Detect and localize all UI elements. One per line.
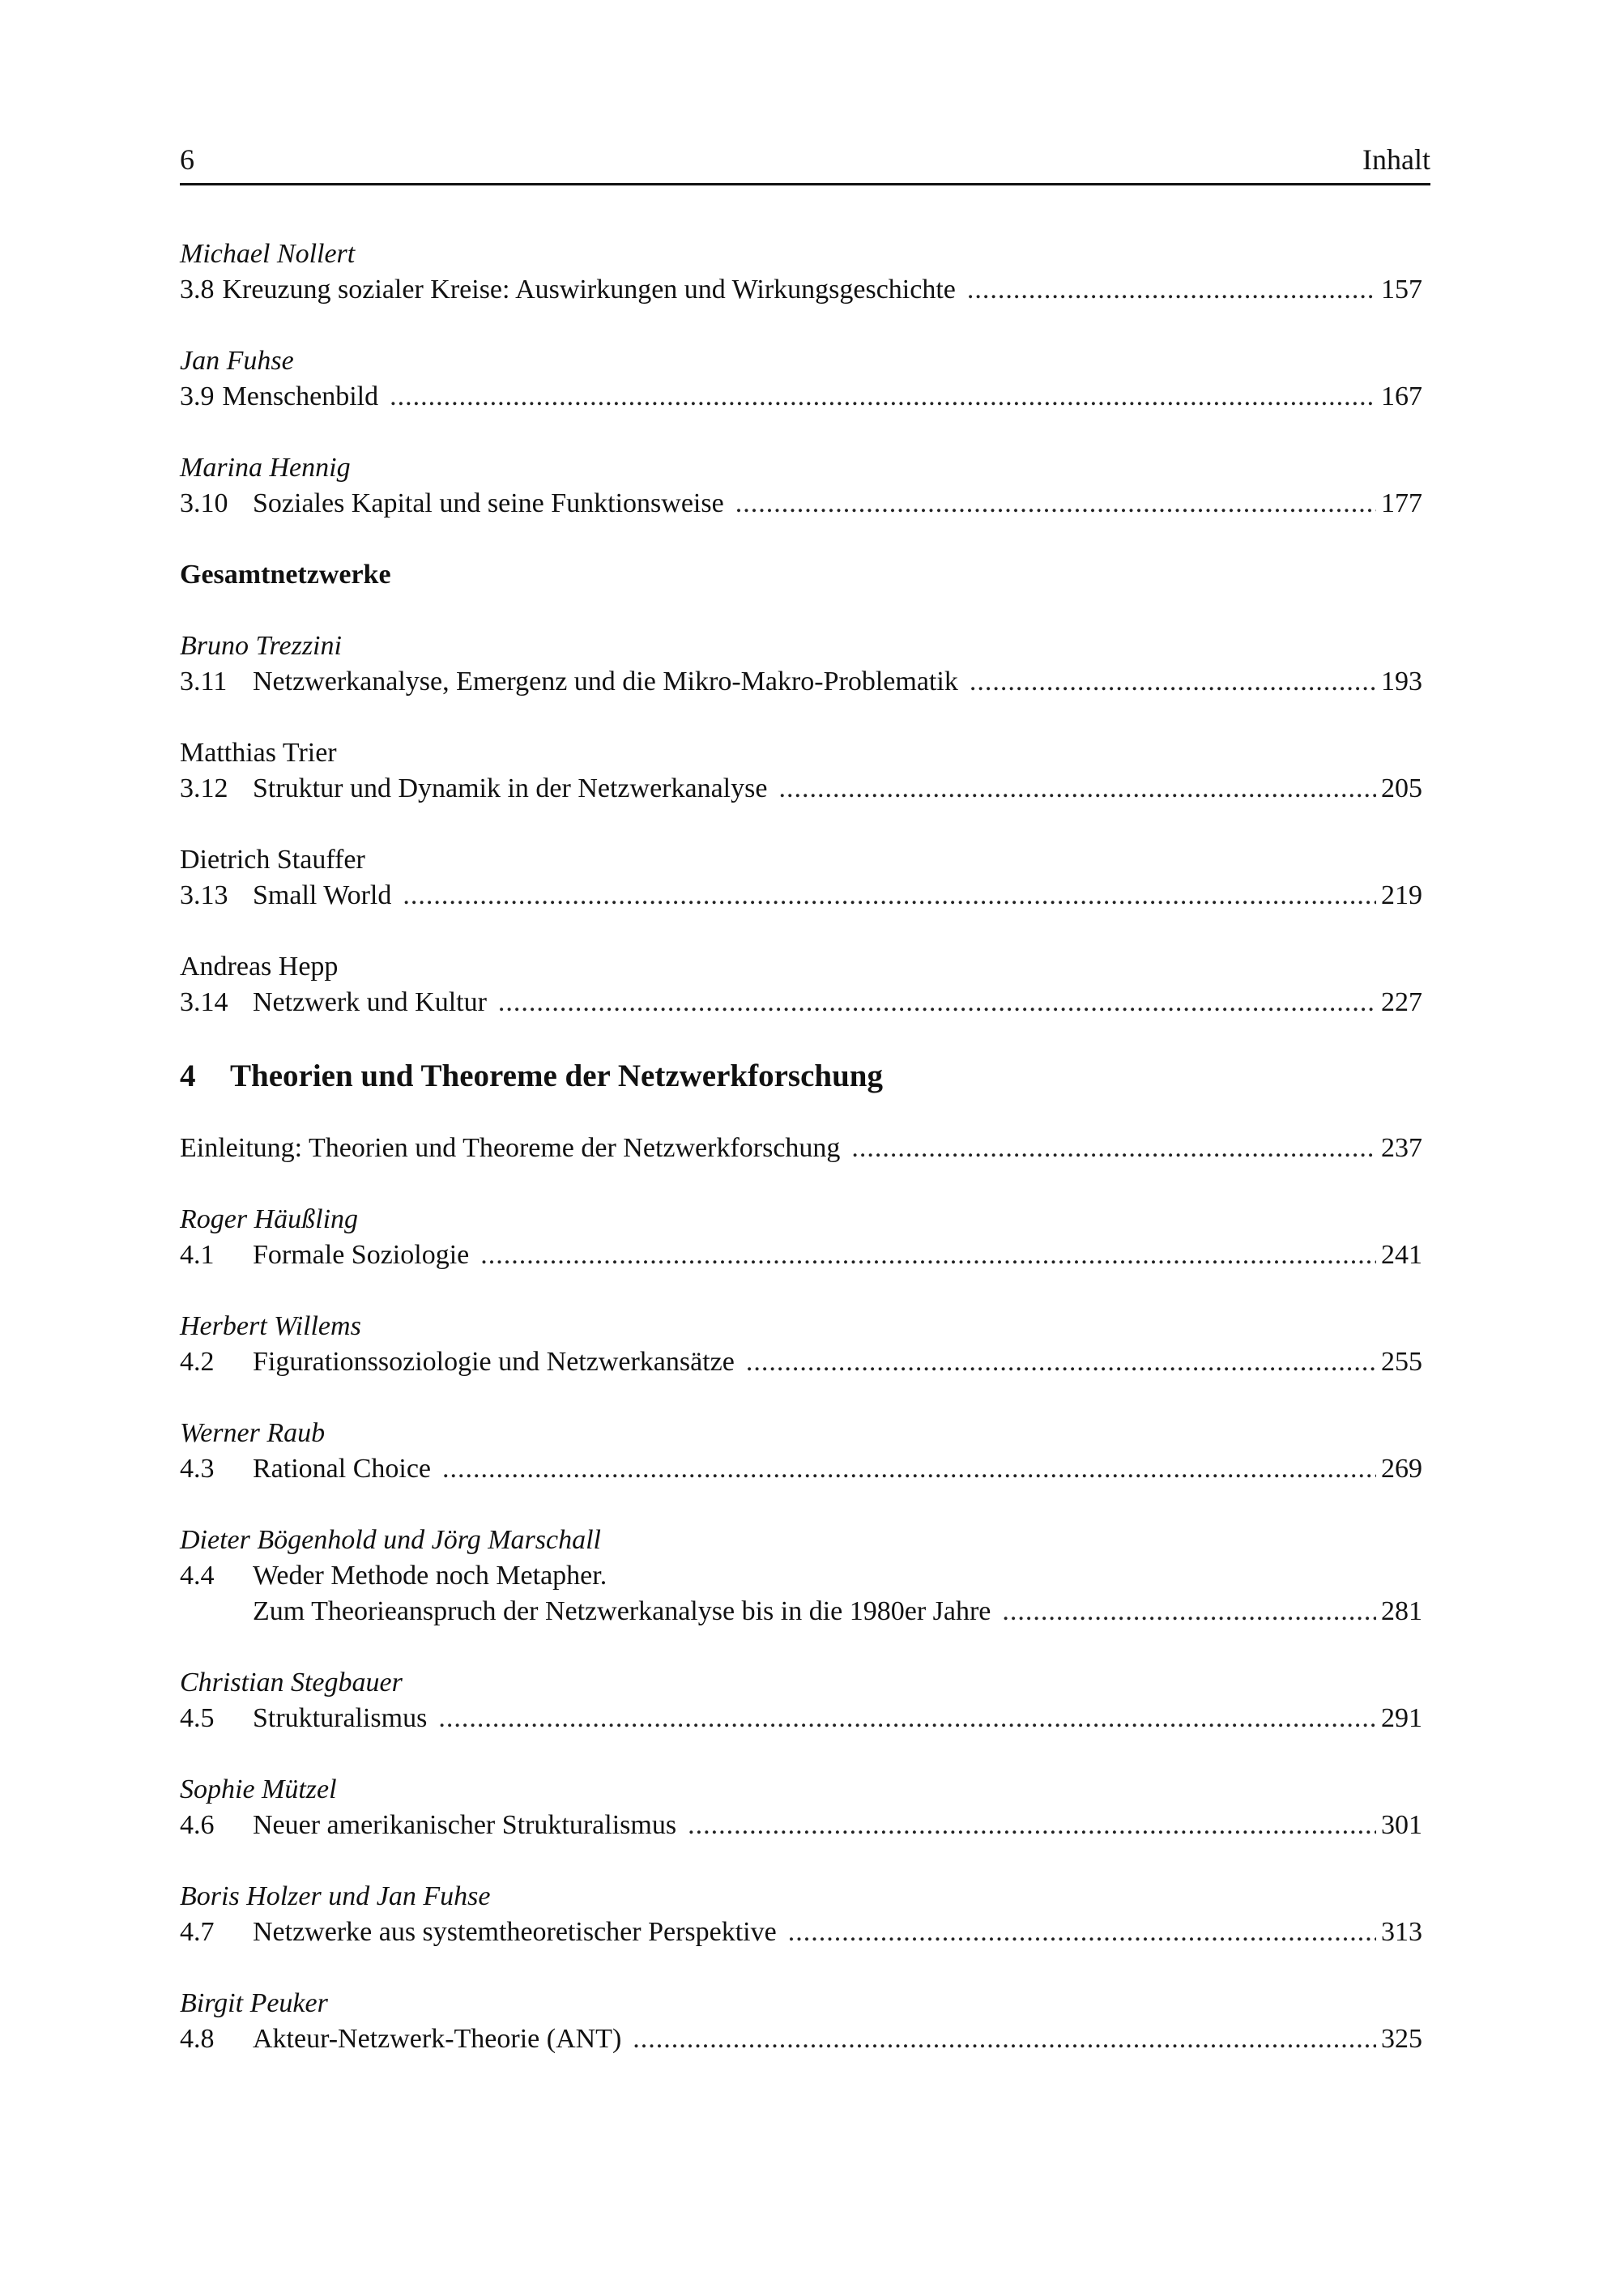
section-heading: Gesamtnetzwerke <box>180 560 391 590</box>
entry-title: Weder Methode noch Metapher. <box>253 1561 607 1591</box>
entry-author: Herbert Willems <box>180 1311 361 1341</box>
page-header <box>180 143 1430 185</box>
page-number: 6 <box>180 143 194 176</box>
entry-author: Matthias Trier <box>180 738 337 768</box>
entry-author: Andreas Hepp <box>180 952 339 982</box>
entry-author: Christian Stegbauer <box>180 1668 403 1698</box>
entry-title: Netzwerkanalyse, Emergenz und die Mikro-Makro-Problematik <box>253 667 958 696</box>
entry-page: 301 <box>1381 1810 1422 1840</box>
entry-author: Werner Raub <box>180 1418 326 1448</box>
running-title: Inhalt <box>1362 143 1430 176</box>
entry-author: Roger Häußling <box>180 1204 359 1234</box>
toc-entry-introduction[interactable] <box>180 1131 1422 1166</box>
entry-number: 3.11 <box>180 667 228 696</box>
entry-number: 3.9 <box>180 381 215 411</box>
toc-entry[interactable] <box>180 1416 1422 1487</box>
entry-number: 4.2 <box>180 1347 215 1377</box>
entry-title: Strukturalismus <box>253 1703 428 1733</box>
dot-leader <box>498 985 1376 1020</box>
entry-author: Boris Holzer und Jan Fuhse <box>180 1881 491 1911</box>
entry-title: Einleitung: Theorien und Theoreme der Netzwerkforschung <box>180 1133 841 1163</box>
entry-author: Dieter Bögenhold und Jörg Marschall <box>180 1525 601 1555</box>
entry-title: Netzwerke aus systemtheoretischer Perspektive <box>253 1917 777 1947</box>
toc-entry[interactable] <box>180 1665 1422 1736</box>
entry-author: Sophie Mützel <box>180 1774 337 1804</box>
entry-page: 193 <box>1381 667 1422 696</box>
dot-leader <box>735 486 1376 522</box>
toc-entry[interactable] <box>180 1986 1422 2057</box>
dot-leader <box>390 379 1376 415</box>
entry-page: 205 <box>1381 773 1422 803</box>
entry-page: 313 <box>1381 1917 1422 1947</box>
chapter-heading <box>180 1056 1422 1097</box>
entry-number: 3.8 <box>180 275 215 305</box>
entry-title: Netzwerk und Kultur <box>253 987 487 1017</box>
dot-leader <box>442 1451 1376 1487</box>
entry-number: 4.4 <box>180 1561 215 1591</box>
entry-number: 3.13 <box>180 880 228 910</box>
entry-title: Akteur-Netzwerk-Theorie (ANT) <box>253 2024 622 2054</box>
entry-author: Marina Hennig <box>180 453 351 483</box>
dot-leader <box>633 2021 1376 2057</box>
entry-author: Birgit Peuker <box>180 1988 328 2018</box>
entry-author: Dietrich Stauffer <box>180 845 365 875</box>
entry-page: 177 <box>1381 488 1422 518</box>
entry-page: 157 <box>1381 275 1422 305</box>
toc-entry[interactable] <box>180 343 1422 415</box>
toc-entry[interactable] <box>180 236 1422 308</box>
toc-entry[interactable] <box>180 1772 1422 1843</box>
dot-leader <box>688 1808 1376 1843</box>
entry-page: 241 <box>1381 1240 1422 1270</box>
dot-leader <box>778 771 1376 807</box>
chapter-title: Theorien und Theoreme der Netzwerkforschung <box>230 1059 883 1093</box>
entry-title: Neuer amerikanischer Strukturalismus <box>253 1810 677 1840</box>
toc-entry[interactable] <box>180 1879 1422 1950</box>
dot-leader <box>967 272 1376 308</box>
entry-number: 4.5 <box>180 1703 215 1733</box>
entry-author: Jan Fuhse <box>180 346 294 376</box>
toc-entry[interactable] <box>180 450 1422 522</box>
entry-title: Small World <box>253 880 392 910</box>
entry-number: 3.10 <box>180 488 228 518</box>
entry-title: Rational Choice <box>253 1454 432 1484</box>
entry-page: 325 <box>1381 2024 1422 2054</box>
toc-entry[interactable] <box>180 949 1422 1020</box>
dot-leader <box>1002 1594 1376 1629</box>
entry-number: 4.3 <box>180 1454 215 1484</box>
toc-entry[interactable] <box>180 735 1422 807</box>
toc-entry[interactable] <box>180 1202 1422 1273</box>
entry-title: Struktur und Dynamik in der Netzwerkanalyse <box>253 773 768 803</box>
dot-leader <box>438 1701 1376 1736</box>
table-of-contents <box>180 236 1422 2093</box>
dot-leader <box>403 878 1376 914</box>
entry-title: Formale Soziologie <box>253 1240 470 1270</box>
toc-entry[interactable] <box>180 628 1422 700</box>
toc-entry[interactable] <box>180 842 1422 914</box>
dot-leader <box>788 1915 1376 1950</box>
entry-page: 227 <box>1381 987 1422 1017</box>
entry-title: Menschenbild <box>222 381 379 411</box>
toc-entry[interactable] <box>180 1523 1422 1629</box>
entry-subtitle: Zum Theorieanspruch der Netzwerkanalyse bis in die 1980er Jahre <box>253 1596 991 1626</box>
entry-page: 219 <box>1381 880 1422 910</box>
entry-page: 269 <box>1381 1454 1422 1484</box>
entry-number: 4.7 <box>180 1917 215 1947</box>
entry-number: 4.6 <box>180 1810 215 1840</box>
dot-leader <box>851 1131 1376 1166</box>
entry-number: 4.1 <box>180 1240 215 1270</box>
dot-leader <box>480 1237 1376 1273</box>
entry-title: Kreuzung sozialer Kreise: Auswirkungen und Wirkungsgeschichte <box>222 275 956 305</box>
entry-page: 237 <box>1381 1133 1422 1163</box>
dot-leader <box>970 664 1376 700</box>
entry-page: 291 <box>1381 1703 1422 1733</box>
dot-leader <box>746 1344 1376 1380</box>
entry-number: 3.12 <box>180 773 228 803</box>
entry-number: 3.14 <box>180 987 228 1017</box>
entry-title: Soziales Kapital und seine Funktionsweise <box>253 488 724 518</box>
entry-number: 4.8 <box>180 2024 215 2054</box>
entry-page: 281 <box>1381 1596 1422 1626</box>
entry-title: Figurationssoziologie und Netzwerkansätze <box>253 1347 735 1377</box>
entry-author: Bruno Trezzini <box>180 631 342 661</box>
entry-page: 167 <box>1381 381 1422 411</box>
entry-page: 255 <box>1381 1347 1422 1377</box>
toc-entry[interactable] <box>180 1309 1422 1380</box>
chapter-number: 4 <box>180 1059 196 1093</box>
entry-author: Michael Nollert <box>180 239 356 269</box>
